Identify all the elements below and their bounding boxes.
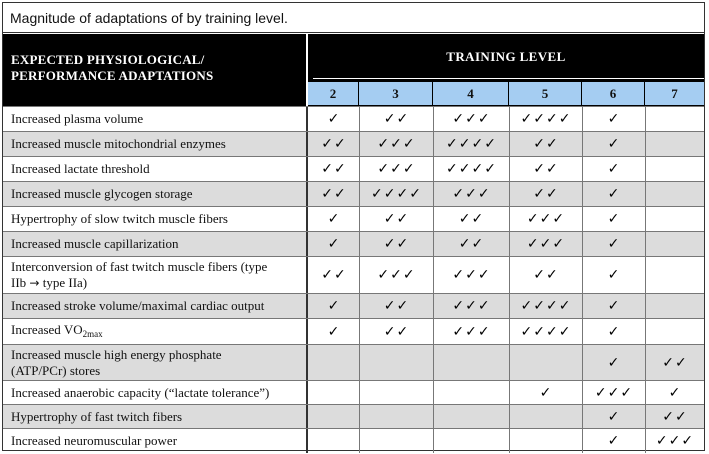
level-4-checkmarks: ✓✓ xyxy=(458,236,485,252)
level-7-header: 7 xyxy=(645,82,704,105)
level-3-checkmarks: ✓✓✓ xyxy=(377,267,416,283)
column-divider xyxy=(306,429,308,453)
level-3-checkmarks: ✓✓ xyxy=(383,236,410,252)
column-divider xyxy=(306,157,308,181)
header-line-2: PERFORMANCE ADAPTATIONS xyxy=(11,68,214,83)
level-5-checkmarks: ✓✓ xyxy=(533,186,559,202)
level-3-checkmarks: ✓✓ xyxy=(383,298,410,314)
adaptations-column-header xyxy=(3,34,306,106)
row-label: Increased anaerobic capacity (“lactate tolerance”) xyxy=(11,384,270,400)
training-level-title: TRAINING LEVEL xyxy=(446,49,566,64)
row-label-line-2: (ATP/PCr) stores xyxy=(11,362,101,378)
level-7-checkmarks xyxy=(646,319,704,344)
level-3-checkmarks xyxy=(360,381,433,404)
level-6-checkmarks: ✓ xyxy=(607,136,621,152)
level-2-checkmarks: ✓ xyxy=(327,298,341,314)
level-2-checkmarks: ✓ xyxy=(327,323,341,340)
level-3-checkmarks: ✓✓✓✓ xyxy=(371,186,422,202)
level-6-checkmarks: ✓✓✓ xyxy=(594,384,634,401)
row-label-subscript: 2max xyxy=(82,328,103,339)
column-divider xyxy=(306,257,308,293)
level-3-checkmarks: ✓✓ xyxy=(383,111,410,127)
row-label: Increased muscle mitochondrial enzymes xyxy=(11,136,226,151)
table-row xyxy=(3,106,704,131)
column-divider xyxy=(306,319,308,344)
level-2-checkmarks: ✓ xyxy=(327,236,341,252)
level-7-checkmarks xyxy=(646,132,704,156)
row-label: Increased plasma volume xyxy=(11,111,144,126)
level-5-checkmarks: ✓✓✓✓ xyxy=(520,323,572,340)
level-4-checkmarks: ✓✓✓ xyxy=(452,111,491,127)
level-7-checkmarks: ✓ xyxy=(668,384,682,401)
column-divider xyxy=(306,294,308,318)
level-4-checkmarks: ✓✓✓✓ xyxy=(446,161,497,177)
level-5-checkmarks: ✓✓✓✓ xyxy=(520,298,572,314)
level-3-checkmarks xyxy=(360,405,433,428)
level-4-checkmarks: ✓✓✓ xyxy=(452,267,491,283)
level-4-checkmarks: ✓✓ xyxy=(458,211,485,227)
level-3-checkmarks: ✓✓ xyxy=(383,211,410,227)
column-divider xyxy=(306,182,308,206)
table-row xyxy=(3,293,704,318)
table-row xyxy=(3,181,704,206)
level-2-checkmarks: ✓✓ xyxy=(321,186,347,202)
row-label: Increased muscle glycogen storage xyxy=(11,186,193,201)
row-label: Hypertrophy of fast twitch fibers xyxy=(11,408,183,424)
level-4-checkmarks: ✓✓✓ xyxy=(452,186,491,202)
level-7-checkmarks xyxy=(646,182,704,206)
level-2-checkmarks: ✓ xyxy=(327,111,341,127)
level-3-header: 3 xyxy=(359,82,433,105)
level-2-checkmarks xyxy=(309,345,359,380)
table-row xyxy=(3,404,704,428)
level-5-checkmarks: ✓✓ xyxy=(533,136,559,152)
level-3-checkmarks xyxy=(360,429,433,453)
table-row xyxy=(3,380,704,404)
level-3-checkmarks: ✓✓ xyxy=(383,323,410,340)
level-5-checkmarks: ✓✓✓ xyxy=(526,236,566,252)
level-6-checkmarks: ✓ xyxy=(607,298,621,314)
level-5-checkmarks: ✓✓✓ xyxy=(526,211,566,227)
training-level-rule xyxy=(313,78,704,79)
level-2-header: 2 xyxy=(308,82,359,105)
level-7-checkmarks xyxy=(646,107,704,131)
level-4-checkmarks xyxy=(434,405,509,428)
level-6-checkmarks: ✓ xyxy=(607,323,621,340)
level-5-checkmarks: ✓✓ xyxy=(533,267,559,283)
level-7-checkmarks xyxy=(646,232,704,256)
arrow-icon: → xyxy=(29,276,40,290)
level-6-checkmarks: ✓ xyxy=(607,408,621,425)
level-5-header: 5 xyxy=(509,82,582,105)
level-4-checkmarks xyxy=(434,345,509,380)
level-6-checkmarks: ✓ xyxy=(607,267,621,283)
level-2-checkmarks: ✓✓ xyxy=(321,136,347,152)
column-divider xyxy=(306,232,308,256)
row-label-main: Increased VO xyxy=(11,321,83,337)
level-2-checkmarks xyxy=(309,381,359,404)
level-7-checkmarks xyxy=(646,157,704,181)
level-7-checkmarks: ✓✓✓ xyxy=(655,433,695,449)
row-label-line-2a: IIb xyxy=(11,275,27,290)
row-label: Increased stroke volume/maximal cardiac output xyxy=(11,298,265,313)
level-2-checkmarks xyxy=(309,405,359,428)
table-row xyxy=(3,231,704,256)
column-divider xyxy=(306,405,308,428)
level-7-checkmarks xyxy=(646,257,704,293)
level-6-checkmarks: ✓ xyxy=(607,161,621,177)
row-label xyxy=(3,257,306,293)
column-divider xyxy=(306,132,308,156)
row-label xyxy=(3,345,306,380)
level-4-checkmarks xyxy=(434,429,509,453)
level-5-checkmarks xyxy=(510,405,582,428)
table-header xyxy=(3,34,704,106)
level-6-checkmarks: ✓ xyxy=(607,186,621,202)
level-6-checkmarks: ✓ xyxy=(607,211,621,227)
row-label: Increased neuromuscular power xyxy=(11,433,178,448)
level-4-checkmarks: ✓✓✓ xyxy=(452,298,491,314)
level-2-checkmarks xyxy=(309,429,359,453)
level-2-checkmarks: ✓✓ xyxy=(321,267,347,283)
level-4-header: 4 xyxy=(433,82,509,105)
level-7-checkmarks xyxy=(646,207,704,231)
table-row xyxy=(3,344,704,380)
column-divider xyxy=(306,207,308,231)
level-7-checkmarks xyxy=(646,294,704,318)
table-row xyxy=(3,156,704,181)
row-label: Increased lactate threshold xyxy=(11,161,150,176)
level-2-checkmarks: ✓✓ xyxy=(321,161,347,177)
level-6-checkmarks: ✓ xyxy=(607,236,621,252)
table-row xyxy=(3,318,704,344)
row-label-line-1: Increased muscle high energy phosphate xyxy=(11,346,222,362)
level-7-checkmarks: ✓✓ xyxy=(662,408,688,425)
table-row xyxy=(3,206,704,231)
adaptations-table xyxy=(2,2,705,451)
column-divider xyxy=(306,107,308,131)
row-label: Increased muscle capillarization xyxy=(11,236,179,251)
table-row xyxy=(3,428,704,453)
level-5-checkmarks: ✓✓ xyxy=(533,161,559,177)
level-3-checkmarks: ✓✓✓ xyxy=(377,161,416,177)
header-line-1: EXPECTED PHYSIOLOGICAL/ xyxy=(11,52,205,67)
column-divider xyxy=(306,381,308,404)
row-label-line-2b: type IIa) xyxy=(42,275,88,290)
level-7-checkmarks: ✓✓ xyxy=(662,354,688,371)
level-5-checkmarks: ✓ xyxy=(539,384,553,401)
column-divider xyxy=(306,345,308,380)
level-5-checkmarks xyxy=(510,429,582,453)
level-2-checkmarks: ✓ xyxy=(327,211,341,227)
level-4-checkmarks: ✓✓✓ xyxy=(452,323,491,340)
level-6-checkmarks: ✓ xyxy=(607,354,621,371)
table-row xyxy=(3,256,704,293)
table-caption: Magnitude of adaptations of by training level. xyxy=(3,3,704,33)
level-5-checkmarks xyxy=(510,345,582,380)
level-6-checkmarks: ✓ xyxy=(607,111,621,127)
level-3-checkmarks: ✓✓✓ xyxy=(377,136,416,152)
row-label xyxy=(3,319,306,344)
table-row xyxy=(3,131,704,156)
level-3-checkmarks xyxy=(360,345,433,380)
level-4-checkmarks: ✓✓✓✓ xyxy=(446,136,497,152)
level-6-checkmarks: ✓ xyxy=(607,433,621,449)
level-5-checkmarks: ✓✓✓✓ xyxy=(520,111,572,127)
level-4-checkmarks xyxy=(434,381,509,404)
row-label-line-1: Interconversion of fast twitch muscle fibers (type xyxy=(11,259,268,274)
level-6-header: 6 xyxy=(582,82,645,105)
row-label: Hypertrophy of slow twitch muscle fibers xyxy=(11,211,228,226)
